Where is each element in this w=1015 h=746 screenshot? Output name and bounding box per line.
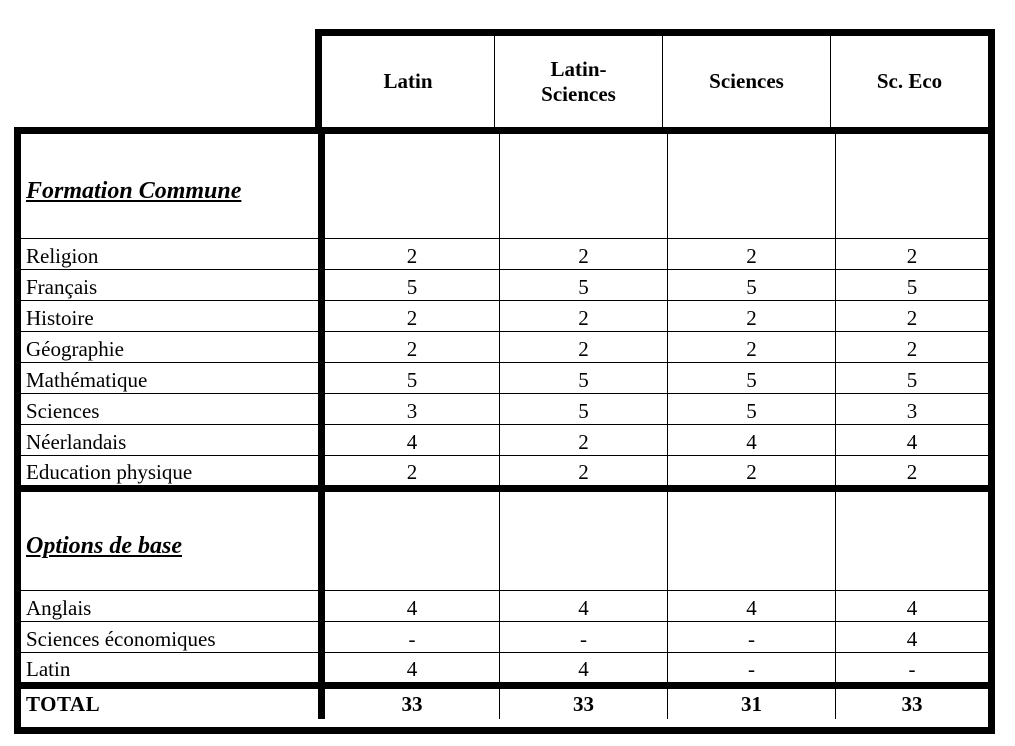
hours-cell: 3 — [835, 394, 988, 424]
total-cell: 31 — [667, 689, 835, 719]
column-header-latin: Latin — [383, 69, 433, 93]
column-header — [315, 29, 995, 134]
hours-cell: 2 — [835, 301, 988, 331]
subject-label: Sciences économiques — [26, 627, 216, 651]
hours-cell: - — [667, 622, 835, 652]
hours-cell: 2 — [318, 301, 499, 331]
hours-cell: 2 — [835, 456, 988, 485]
hours-cell: 5 — [835, 270, 988, 300]
hours-cell: 4 — [499, 591, 667, 621]
hours-cell: - — [318, 622, 499, 652]
total-cell: 33 — [835, 689, 988, 719]
section-title: Formation Commune — [26, 177, 242, 204]
table-row — [21, 269, 988, 300]
hours-cell: 5 — [318, 363, 499, 393]
hours-cell: 2 — [499, 456, 667, 485]
hours-cell: - — [667, 653, 835, 682]
hours-cell: 2 — [318, 239, 499, 269]
hours-cell: 4 — [667, 591, 835, 621]
hours-cell: 4 — [667, 425, 835, 455]
column-header-latin-sciences: Latin- Sciences — [494, 36, 662, 127]
hours-cell: - — [499, 622, 667, 652]
hours-cell: 2 — [499, 239, 667, 269]
section-row-formation-commune — [21, 134, 988, 238]
total-label: TOTAL — [26, 692, 101, 716]
table-row — [21, 455, 988, 485]
hours-cell: 4 — [499, 653, 667, 682]
hours-cell: 2 — [667, 332, 835, 362]
section-title: Options de base — [26, 532, 182, 559]
hours-cell: 5 — [499, 270, 667, 300]
subject-label: Néerlandais — [26, 430, 127, 454]
hours-cell: 2 — [667, 301, 835, 331]
table-row — [21, 621, 988, 652]
hours-cell: 3 — [318, 394, 499, 424]
hours-cell: 4 — [835, 425, 988, 455]
hours-cell: 5 — [835, 363, 988, 393]
table-row — [21, 590, 988, 621]
hours-cell: 4 — [835, 622, 988, 652]
subject-label: Religion — [26, 244, 99, 268]
hours-cell: 2 — [499, 332, 667, 362]
total-cell: 33 — [499, 689, 667, 719]
hours-cell: 2 — [667, 456, 835, 485]
hours-cell: 5 — [667, 394, 835, 424]
column-header-sc-eco: Sc. Eco — [830, 36, 988, 127]
table-row — [21, 238, 988, 269]
hours-cell: 4 — [318, 653, 499, 682]
hours-cell: 2 — [318, 456, 499, 485]
subject-label: Histoire — [26, 306, 94, 330]
course-hours-table — [14, 127, 995, 734]
total-cell: 33 — [318, 689, 499, 719]
table-row — [21, 652, 988, 682]
hours-cell: 5 — [499, 394, 667, 424]
hours-cell: 2 — [835, 239, 988, 269]
hours-cell: 4 — [318, 425, 499, 455]
subject-label: Français — [26, 275, 98, 299]
table-row — [21, 362, 988, 393]
subject-label: Education physique — [26, 460, 193, 484]
hours-cell: 5 — [667, 270, 835, 300]
table-row — [21, 393, 988, 424]
table-row — [21, 300, 988, 331]
subject-label: Géographie — [26, 337, 124, 361]
total-row — [21, 682, 988, 719]
hours-cell: 2 — [499, 425, 667, 455]
hours-cell: 5 — [667, 363, 835, 393]
table-row — [21, 331, 988, 362]
subject-label: Sciences — [26, 399, 100, 423]
hours-cell: 2 — [667, 239, 835, 269]
hours-cell: 4 — [835, 591, 988, 621]
subject-label: Latin — [26, 657, 71, 681]
hours-cell: 4 — [318, 591, 499, 621]
hours-cell: 2 — [318, 332, 499, 362]
hours-cell: - — [835, 653, 988, 682]
hours-cell: 5 — [499, 363, 667, 393]
subject-label: Mathématique — [26, 368, 148, 392]
table-row — [21, 424, 988, 455]
hours-cell: 2 — [499, 301, 667, 331]
hours-cell: 2 — [835, 332, 988, 362]
column-header-sciences: Sciences — [662, 36, 830, 127]
hours-cell: 5 — [318, 270, 499, 300]
subject-label: Anglais — [26, 596, 92, 620]
section-row-options-de-base — [21, 485, 988, 590]
